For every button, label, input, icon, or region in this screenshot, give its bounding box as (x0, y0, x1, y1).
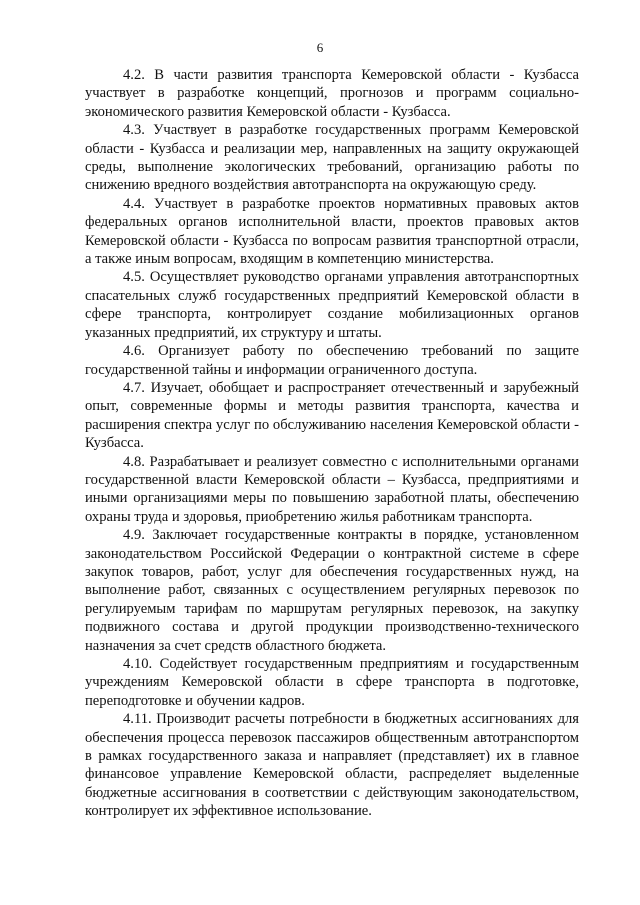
page-number: 6 (316, 40, 324, 55)
paragraph-4-4: 4.4. Участвует в разработке проектов нормативных правовых актов федеральных органов исполнительной власти, проектов правовых актов Кемеровской области - Кузбасса по вопросам развития транспортной отрасли, а также иным вопросам, входящим в компетенцию министерства. (85, 195, 579, 268)
document-body (85, 66, 579, 821)
paragraph-4-6: 4.6. Организует работу по обеспечению требований по защите государственной тайны и информации ограниченного доступа. (85, 343, 579, 378)
paragraph-4-2: 4.2. В части развития транспорта Кемеровской области - Кузбасса участвует в разработке концепций, прогнозов и программ социально-экономического развития Кемеровской области - Кузбасса. (85, 67, 579, 120)
paragraph-4-3: 4.3. Участвует в разработке государственных программ Кемеровской области - Кузбасса и реализации мер, направленных на защиту окружающей среды, выполнение экологических требований, организацию работы по снижению вредного воздействия автотранспорта на окружающую среду. (85, 122, 579, 194)
paragraph-4-11: 4.11. Производит расчеты потребности в бюджетных ассигнованиях для обеспечения процесса перевозок пассажиров общественным автотранспортом в рамках государственного заказа и направляет (представляет) их в главное финансовое управление Кемеровской области, распределяет выделенные бюджетные ассигнования в соответствии с действующим законодательством, контролирует их эффективное использование. (85, 711, 579, 820)
paragraph-4-5: 4.5. Осуществляет руководство органами управления автотранспортных спасательных служб государственных предприятий Кемеровской области в сфере транспорта, контролирует создание мобилизационных органов указанных предприятий, их структуру и штаты. (85, 269, 579, 341)
paragraph-4-7: 4.7. Изучает, обобщает и распространяет отечественный и зарубежный опыт, современные формы и методы развития транспорта, качества и расширения спектра услуг по обслуживанию населения Кемеровской области - Кузбасса. (85, 379, 579, 452)
paragraph-4-9: 4.9. Заключает государственные контракты в порядке, установленном законодательством Российской Федерации о контрактной системе в сфере закупок товаров, работ, услуг для обеспечения государственных нужд, на выполнение работ, связанных с осуществлением регулярных перевозок по регулируемым тарифам по маршрутам регулярных перевозок, на закупку подвижного состава и другой продукции производственно-технического назначения за счет средств областного бюджета. (85, 527, 579, 654)
paragraph-4-10: 4.10. Содействует государственным предприятиям и государственным учреждениям Кемеровской области в сфере транспорта в подготовке, переподготовке и обучении кадров. (85, 656, 579, 709)
paragraph-4-8: 4.8. Разрабатывает и реализует совместно с исполнительными органами государственной власти Кемеровской области – Кузбасса, предприятиями и иными организациями меры по повышению заработной платы, обеспечению охраны труда и здоровья, приобретению жилья работникам транспорта. (85, 453, 579, 525)
